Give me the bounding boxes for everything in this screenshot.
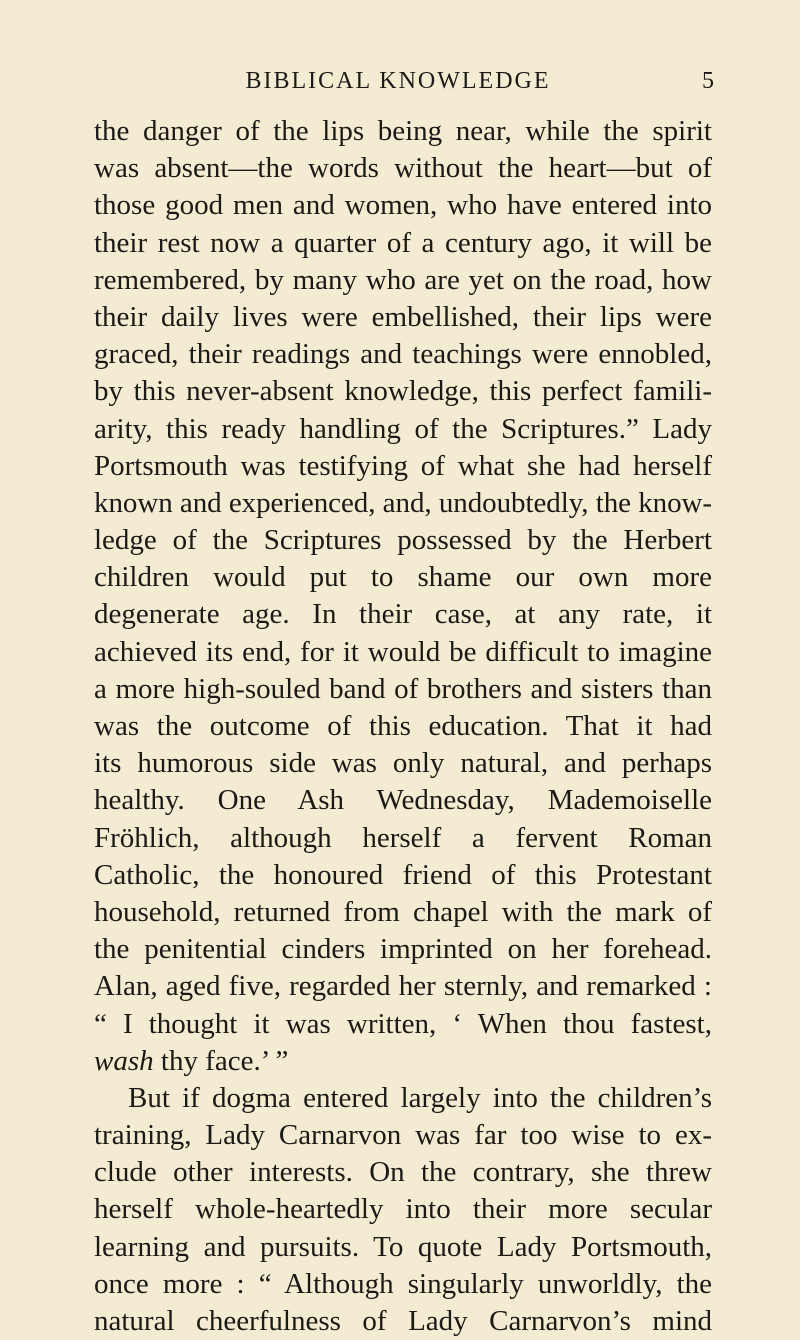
text-line: known and experienced, and, undoubtedly, the know-: [94, 486, 712, 519]
text-line: arity, this ready handling of the Scriptures.” Lady: [94, 412, 712, 445]
italic-word: wash: [94, 1044, 154, 1077]
text-line: Alan, aged five, regarded her sternly, and remarked :: [94, 970, 712, 1003]
text-line: their rest now a quarter of a century ago, it will be: [94, 226, 712, 259]
body-text: [94, 113, 712, 1340]
text-line: clude other interests. On the contrary, she threw: [94, 1156, 712, 1189]
text-line: a more high-souled band of brothers and sisters than: [94, 672, 712, 705]
text-line: Catholic, the honoured friend of this Protestant: [94, 858, 712, 891]
text-line: their daily lives were embellished, their lips were: [94, 300, 712, 333]
text-line: degenerate age. In their case, at any rate, it: [94, 598, 712, 631]
text-line: was the outcome of this education. That it had: [94, 710, 712, 742]
running-head-title: BIBLICAL KNOWLEDGE: [245, 68, 551, 94]
text-line: “ I thought it was written, ‘ When thou fastest,: [94, 1007, 712, 1040]
text-line: Portsmouth was testifying of what she had herself: [94, 449, 712, 482]
text-line: ledge of the Scriptures possessed by the Herbert: [94, 524, 712, 557]
paragraph-start-line: But if dogma entered largely into the children’s: [128, 1081, 712, 1114]
text-line: Fröhlich, although herself a fervent Roman: [94, 821, 712, 854]
text-line: remembered, by many who are yet on the road, how: [94, 263, 712, 296]
text-line-quote-end: [94, 1043, 712, 1080]
text-line: learning and pursuits. To quote Lady Portsmouth,: [94, 1230, 712, 1263]
text-line: was absent—the words without the heart—but of: [94, 152, 712, 185]
text-line: the penitential cinders imprinted on her forehead.: [94, 933, 712, 966]
text-line: by this never-absent knowledge, this perfect famili-: [94, 375, 712, 408]
page-number: 5: [702, 68, 714, 94]
text-line: training, Lady Carnarvon was far too wise to ex-: [94, 1119, 712, 1152]
text-line: household, returned from chapel with the mark of: [94, 895, 712, 928]
text-line: the danger of the lips being near, while the spirit: [94, 115, 712, 147]
text-line: graced, their readings and teachings were ennobled,: [94, 338, 712, 371]
text-line: those good men and women, who have entered into: [94, 189, 712, 222]
text-line: children would put to shame our own more: [94, 561, 712, 594]
text-line: achieved its end, for it would be difficult to imagine: [94, 635, 712, 668]
text-line: herself whole-heartedly into their more secular: [94, 1193, 712, 1226]
quote-end-text: thy face.’ ”: [153, 1044, 289, 1077]
text-line: natural cheerfulness of Lady Carnarvon’s mind: [94, 1305, 712, 1337]
text-line: healthy. One Ash Wednesday, Mademoiselle: [94, 784, 712, 817]
text-line: its humorous side was only natural, and perhaps: [94, 747, 712, 780]
text-line: once more : “ Although singularly unworldly, the: [94, 1267, 712, 1300]
